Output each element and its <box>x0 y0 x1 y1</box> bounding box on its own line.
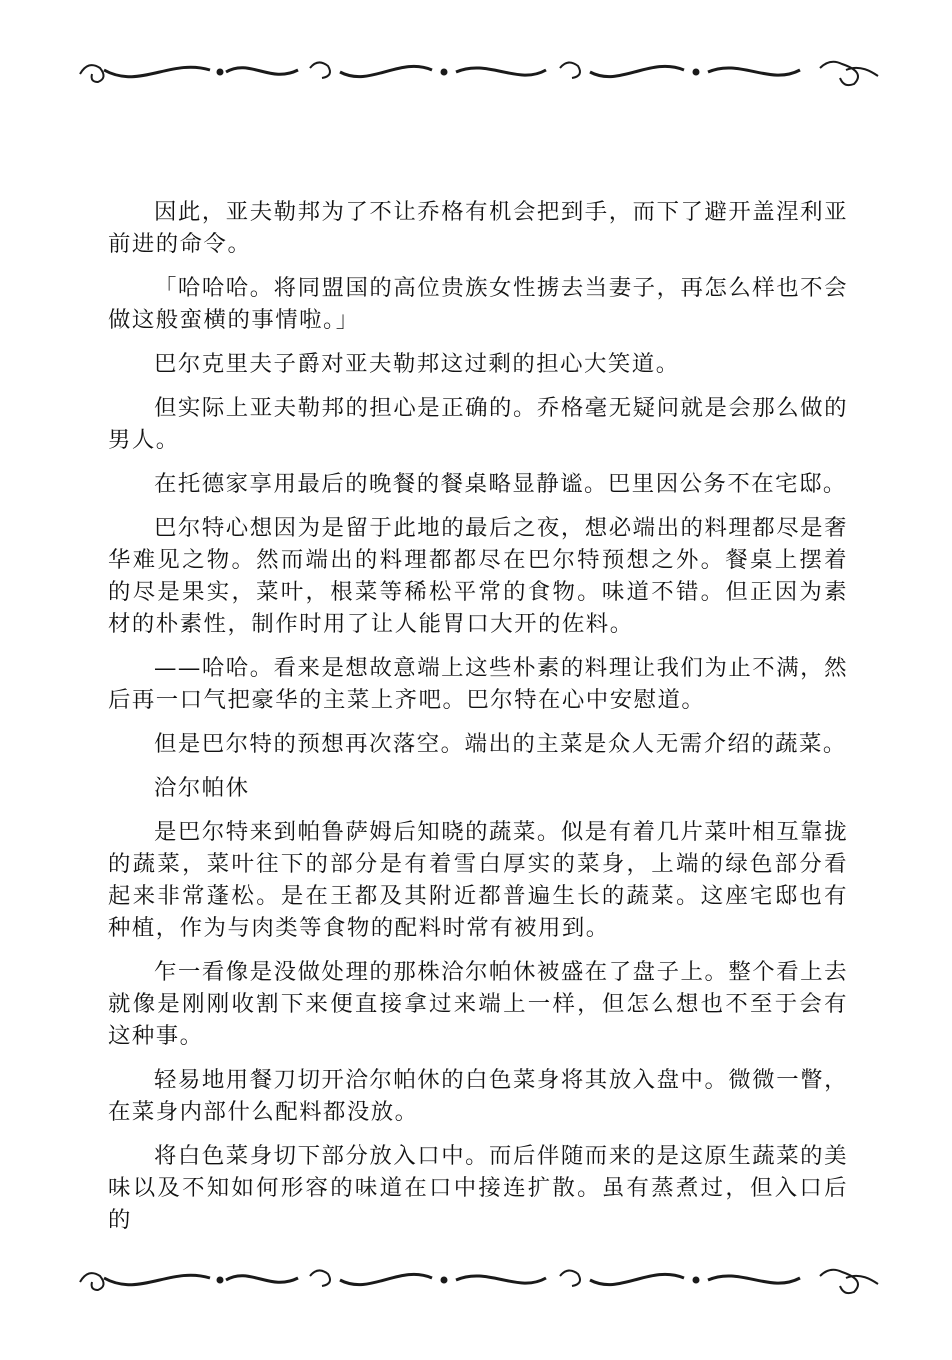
paragraph: 乍一看像是没做处理的那株洽尔帕休被盛在了盘子上。整个看上去就像是刚刚收割下来便直接拿过来端上一样，但怎么想也不至于会有这种事。 <box>108 959 848 1049</box>
paragraph: 因此，亚夫勒邦为了不让乔格有机会把到手，而下了避开盖涅利亚前进的命令。 <box>108 199 848 257</box>
paragraph: 但是巴尔特的预想再次落空。端出的主菜是众人无需介绍的蔬菜。 <box>154 731 847 757</box>
top-border-ornament-icon <box>60 50 892 98</box>
paragraph: 巴尔特心想因为是留于此地的最后之夜，想必端出的料理都尽是奢华难见之物。然而端出的料理都都尽在巴尔特预想之外。餐桌上摆着的尽是果实，菜叶，根菜等稀松平常的食物。味道不错。但正因为素材的朴素性，制作时用了让人能胃口大开的佐料。 <box>108 515 848 637</box>
paragraph: 洽尔帕休 <box>154 775 250 801</box>
paragraph: 在托德家享用最后的晚餐的餐桌略显静谧。巴里因公务不在宅邸。 <box>154 471 847 497</box>
page-body-text <box>108 196 848 1248</box>
paragraph: 但实际上亚夫勒邦的担心是正确的。乔格毫无疑问就是会那么做的男人。 <box>108 395 848 453</box>
paragraph: 是巴尔特来到帕鲁萨姆后知晓的蔬菜。似是有着几片菜叶相互靠拢的蔬菜，菜叶往下的部分是有着雪白厚实的菜身，上端的绿色部分看起来非常蓬松。是在王都及其附近都普遍生长的蔬菜。这座宅邸也有种植，作为与肉类等食物的配料时常有被用到。 <box>108 819 848 941</box>
bottom-border-ornament-icon <box>60 1258 892 1306</box>
paragraph: 将白色菜身切下部分放入口中。而后伴随而来的是这原生蔬菜的美味以及不知如何形容的味道在口中接连扩散。虽有蒸煮过，但入口后的 <box>108 1143 848 1233</box>
paragraph: 「哈哈哈。将同盟国的高位贵族女性掳去当妻子，再怎么样也不会做这般蛮横的事情啦。」 <box>108 275 848 333</box>
paragraph: 巴尔克里夫子爵对亚夫勒邦这过剩的担心大笑道。 <box>154 351 680 377</box>
paragraph: 轻易地用餐刀切开洽尔帕休的白色菜身将其放入盘中。微微一瞥，在菜身内部什么配料都没放。 <box>108 1067 848 1125</box>
paragraph: ——哈哈。看来是想故意端上这些朴素的料理让我们为止不满，然后再一口气把豪华的主菜上齐吧。巴尔特在心中安慰道。 <box>108 655 848 713</box>
